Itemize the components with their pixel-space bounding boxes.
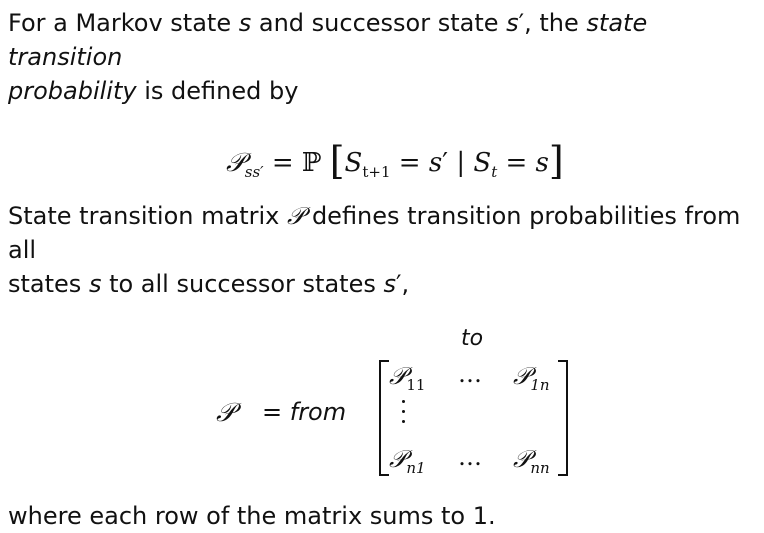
matrix-dots-row1: … <box>458 360 482 388</box>
transition-probability-equation <box>226 136 564 183</box>
eq-given-bar: | <box>456 148 466 178</box>
eq-prob-symbol: ℙ <box>301 148 322 178</box>
eq-equals-2: = <box>398 148 421 178</box>
cell-nn-symbol: 𝒫 <box>513 445 531 473</box>
eq-equals-3: = <box>505 148 528 178</box>
matrix-dots-row-n: … <box>458 443 482 471</box>
eq-lhs-symbol: 𝒫 <box>226 148 245 178</box>
matrix-symbol: 𝒫 <box>287 202 305 230</box>
intro-text-1: For a Markov state <box>8 9 239 37</box>
matrix-cell-nn <box>513 445 550 477</box>
successor-prime: ′ <box>395 270 402 298</box>
matrix-text-1: State transition matrix <box>8 202 287 230</box>
matrix-from-label: = from <box>262 398 347 426</box>
matrix-left-bracket <box>379 360 389 476</box>
eq-equals: = <box>271 148 294 178</box>
matrix-right-bracket <box>558 360 568 476</box>
eq-S1: S <box>344 148 363 178</box>
successor-symbol: s <box>506 9 519 37</box>
cell-n1-sub: n1 <box>406 459 426 477</box>
emphasis-term-1: state transition <box>8 9 648 71</box>
row-sum-note <box>8 499 754 533</box>
states-symbol: s <box>88 270 102 298</box>
intro-paragraph <box>8 6 754 108</box>
eq-left-bracket: [ <box>329 139 345 183</box>
state-symbol: s <box>238 9 252 37</box>
intro-text-3: , the <box>524 9 587 37</box>
emphasis-term-2: probability <box>8 77 137 105</box>
matrix-lhs-symbol: 𝒫 <box>216 398 235 428</box>
cell-11-sub: 11 <box>406 376 426 394</box>
eq-S2: S <box>473 148 492 178</box>
matrix-to-label: to <box>461 326 484 351</box>
cell-nn-sub: nn <box>530 459 550 477</box>
matrix-vertical-dots <box>402 400 408 430</box>
row-sum-text: where each row of the matrix sums to 1. <box>8 502 496 530</box>
cell-1n-sub: 1n <box>530 376 550 394</box>
matrix-cell-1n <box>513 362 550 394</box>
eq-s2: s <box>535 148 549 178</box>
matrix-text-2: defines transition probabilities from all <box>8 202 741 264</box>
matrix-text-3: states <box>8 270 89 298</box>
prime-mark: ′ <box>518 9 525 37</box>
eq-lhs-subscript: ss′ <box>244 163 264 181</box>
eq-s1: s <box>428 148 443 178</box>
matrix-cell-n1 <box>389 445 426 477</box>
intro-text-2: and successor state <box>251 9 507 37</box>
eq-S1-sub: t+1 <box>362 163 391 181</box>
matrix-paragraph <box>8 199 754 301</box>
cell-n1-symbol: 𝒫 <box>389 445 407 473</box>
matrix-text-4: to all successor states <box>101 270 384 298</box>
eq-right-bracket: ] <box>548 139 564 183</box>
cell-1n-symbol: 𝒫 <box>513 362 531 390</box>
successor-states-symbol: s <box>383 270 396 298</box>
cell-11-symbol: 𝒫 <box>389 362 407 390</box>
matrix-text-5: , <box>401 270 410 298</box>
matrix-cell-11 <box>389 362 426 394</box>
eq-prime: ′ <box>442 148 449 178</box>
intro-text-4: is defined by <box>136 77 299 105</box>
eq-S2-sub: t <box>491 163 498 181</box>
